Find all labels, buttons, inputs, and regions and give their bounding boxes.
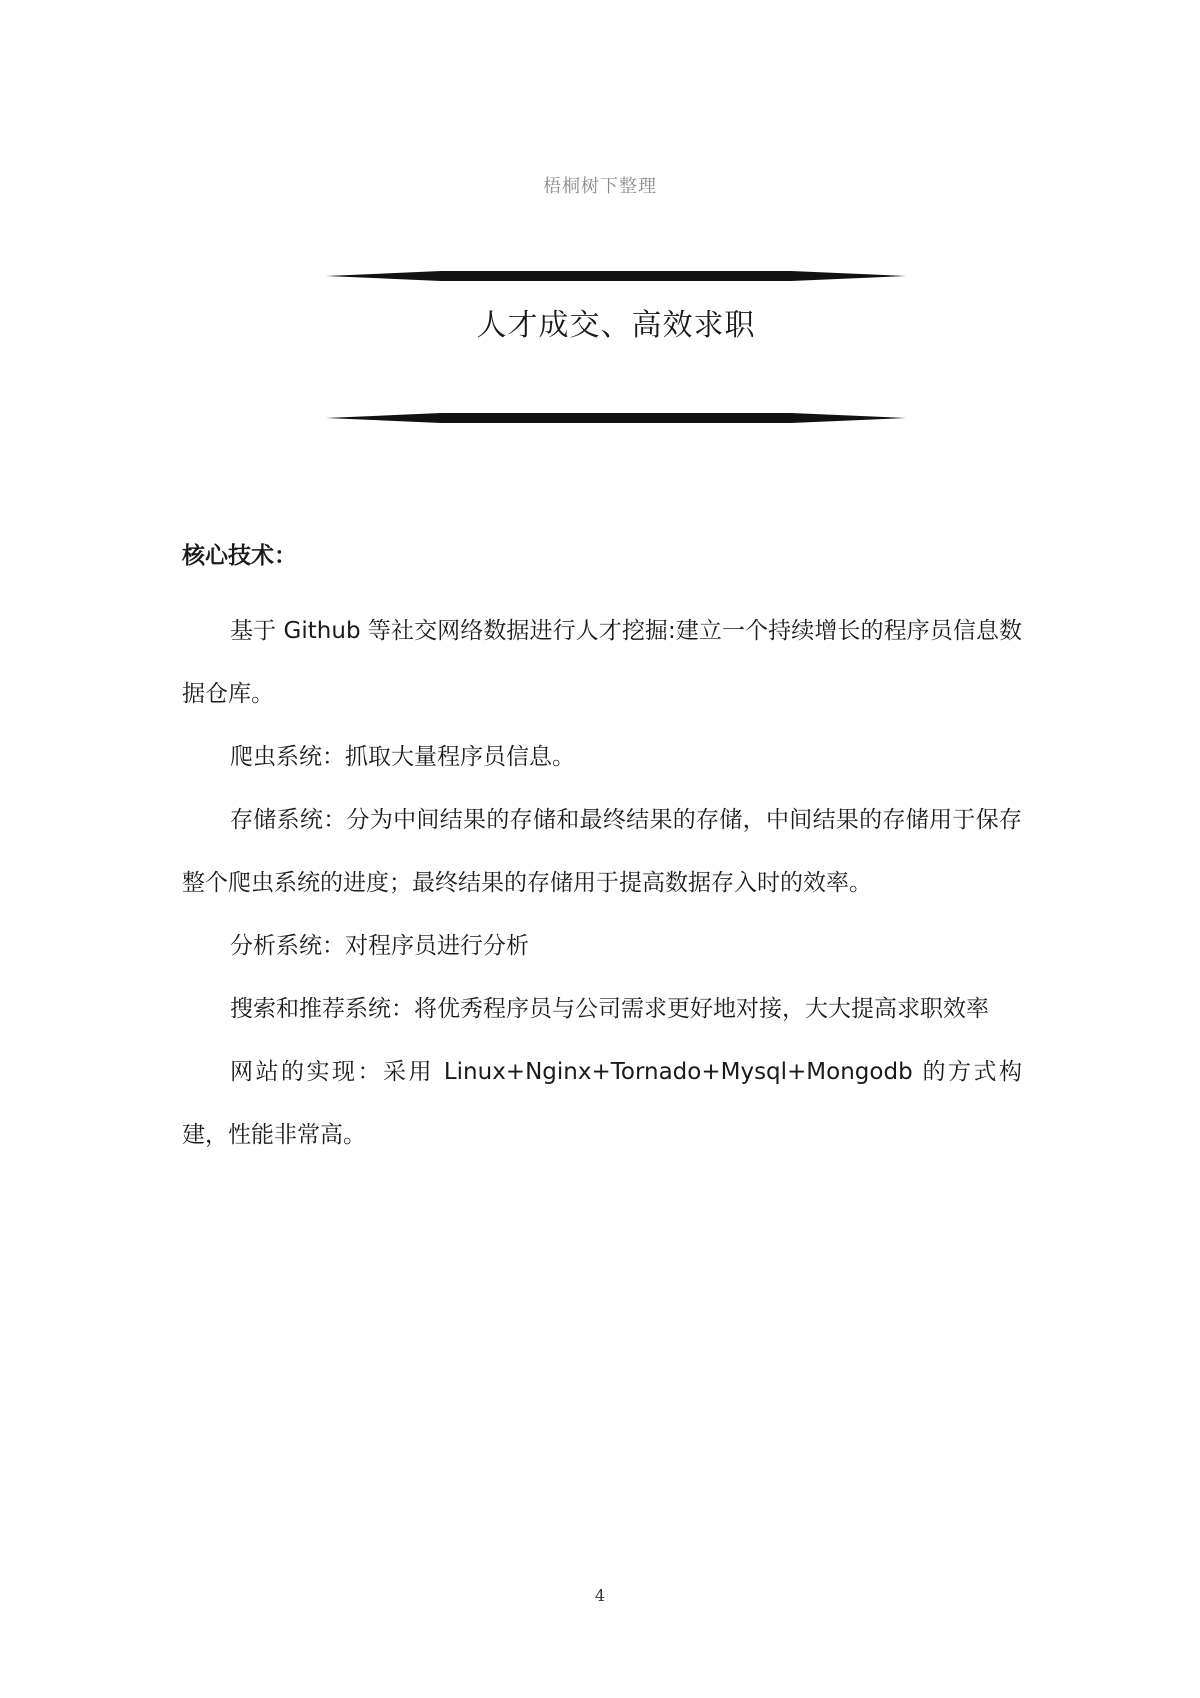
page-number: 4 [594,1586,606,1605]
banner-title: 人才成交、高效求职 [476,308,756,343]
paragraph-website-implementation: 网站的实现：采用 Linux+Nginx+Tornado+Mysql+Mongodb 的方式构建，性能非常高。 [182,1059,1022,1148]
paragraph-storage-system: 存储系统：分为中间结果的存储和最终结果的存储，中间结果的存储用于保存整个爬虫系统的进度；最终结果的存储用于提高数据存入时的效率。 [182,807,1022,896]
paragraph-crawler-system: 爬虫系统：抓取大量程序员信息。 [230,744,575,770]
paragraph-analysis-system: 分析系统：对程序员进行分析 [230,933,529,959]
page-header: 梧桐树下整理 [543,176,657,197]
main-content [182,536,1022,1167]
section-heading: 核心技术： [182,543,297,569]
decorative-rule-bottom [326,410,906,426]
decorative-rule-top [326,268,906,284]
paragraph-data-mining: 基于 Github 等社交网络数据进行人才挖掘:建立一个持续增长的程序员信息数据仓库。 [182,618,1022,707]
paragraph-search-recommendation: 搜索和推荐系统：将优秀程序员与公司需求更好地对接，大大提高求职效率 [230,996,989,1022]
